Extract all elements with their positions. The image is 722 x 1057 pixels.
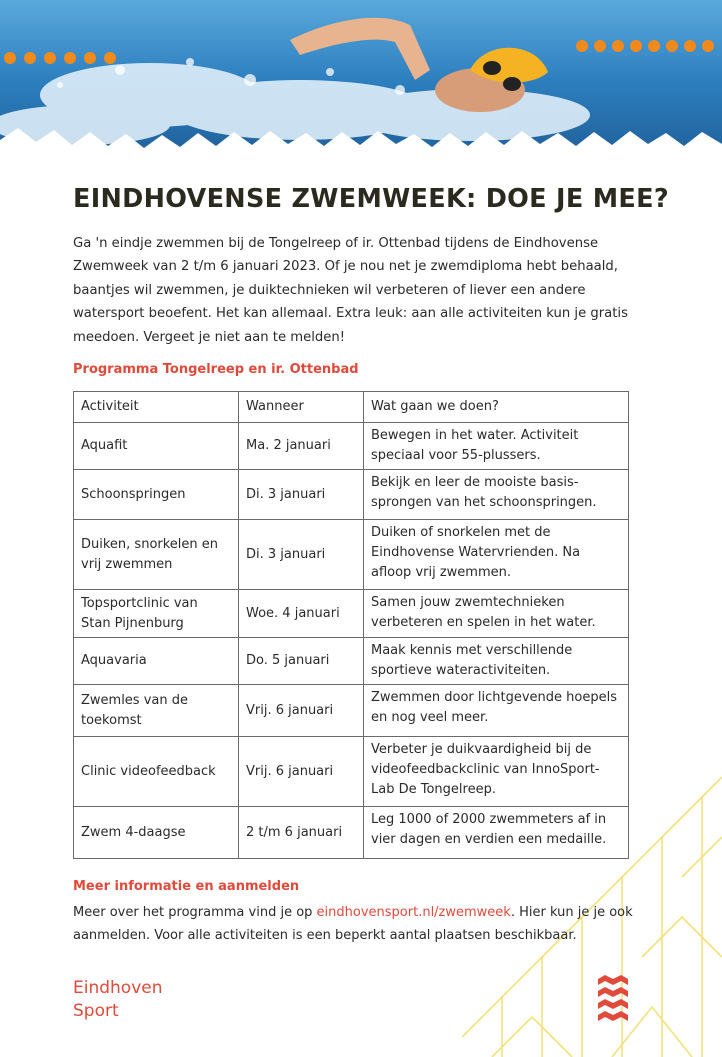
column-header-what: Wat gaan we doen? [364,392,629,423]
what-cell: Samen jouw zwemtechnieken verbeteren en spelen in het water. [364,590,629,638]
table-row [74,807,629,859]
brand-name [73,977,163,1023]
column-header-when: Wanneer [239,392,364,423]
activity-cell: Aquavaria [74,638,239,685]
more-info-text-start: Meer over het programma vind je op [73,905,317,920]
what-cell: Duiken of snorkelen met de Eindhovense Watervrienden. Na afloop vrij zwemmen. [364,520,629,590]
what-cell: Zwemmen door lichtgevende hoepels en nog veel meer. [364,685,629,737]
brand-line-1: Eindhoven [73,978,163,998]
more-info-text [73,901,643,947]
when-cell: Di. 3 januari [239,520,364,590]
when-cell: Woe. 4 januari [239,590,364,638]
activity-cell: Zwemles van de toekomst [74,685,239,737]
activity-cell: Zwem 4-daagse [74,807,239,859]
hero-photo [0,0,722,160]
table-row [74,590,629,638]
when-cell: Do. 5 januari [239,638,364,685]
what-cell: Bekijk en leer de mooiste basis-sprongen van het schoonspringen. [364,470,629,520]
what-cell: Leg 1000 of 2000 zwemmeters af in vier dagen en verdien een medaille. [364,807,629,859]
eindhoven-sport-logo-icon [598,975,628,1021]
activity-cell: Duiken, snorkelen en vrij zwemmen [74,520,239,590]
page-title: EINDHOVENSE ZWEMWEEK: DOE JE MEE? [73,184,669,214]
what-cell: Bewegen in het water. Activiteit speciaal voor 55-plussers. [364,423,629,470]
table-row [74,520,629,590]
column-header-activity: Activiteit [74,392,239,423]
table-row [74,737,629,807]
when-cell: Ma. 2 januari [239,423,364,470]
activity-cell: Clinic videofeedback [74,737,239,807]
intro-text: Ga 'n eindje zwemmen bij de Tongelreep of ir. Ottenbad tijdens de Eindhovense Zwemweek van 2 t/m 6 januari 2023. Of je nou net je zwemdiploma hebt behaald, baantjes wil zwemmen, je duiktechnieken wil verbeteren of liever een andere watersport beoefent. Het kan allemaal. Extra leuk: aan alle activiteiten kun je gratis meedoen. Vergeet je niet aan te melden! [73,236,628,345]
when-cell: Vrij. 6 januari [239,685,364,737]
activity-cell: Aquafit [74,423,239,470]
brand-line-2: Sport [73,1001,119,1021]
when-cell: 2 t/m 6 januari [239,807,364,859]
when-cell: Vrij. 6 januari [239,737,364,807]
more-info-title: Meer informatie en aanmelden [73,879,300,894]
zwemweek-link[interactable]: eindhovensport.nl/zwemweek [316,905,511,920]
program-title: Programma Tongelreep en ir. Ottenbad [73,362,359,377]
more-info-text-end: . Hier kun je je ook aanmelden. Voor alle activiteiten is een beperkt aantal plaatsen beschikbaar. [73,905,633,943]
table-row [74,423,629,470]
table-row [74,638,629,685]
what-cell: Maak kennis met verschillende sportieve wateractiviteiten. [364,638,629,685]
when-cell: Di. 3 januari [239,470,364,520]
activity-cell: Schoonspringen [74,470,239,520]
what-cell: Verbeter je duikvaardigheid bij de videofeedbackclinic van InnoSport-Lab De Tongelreep. [364,737,629,807]
table-header-row [74,392,629,423]
table-row [74,470,629,520]
program-table [73,391,629,859]
table-row [74,685,629,737]
activity-cell: Topsportclinic van Stan Pijnenburg [74,590,239,638]
